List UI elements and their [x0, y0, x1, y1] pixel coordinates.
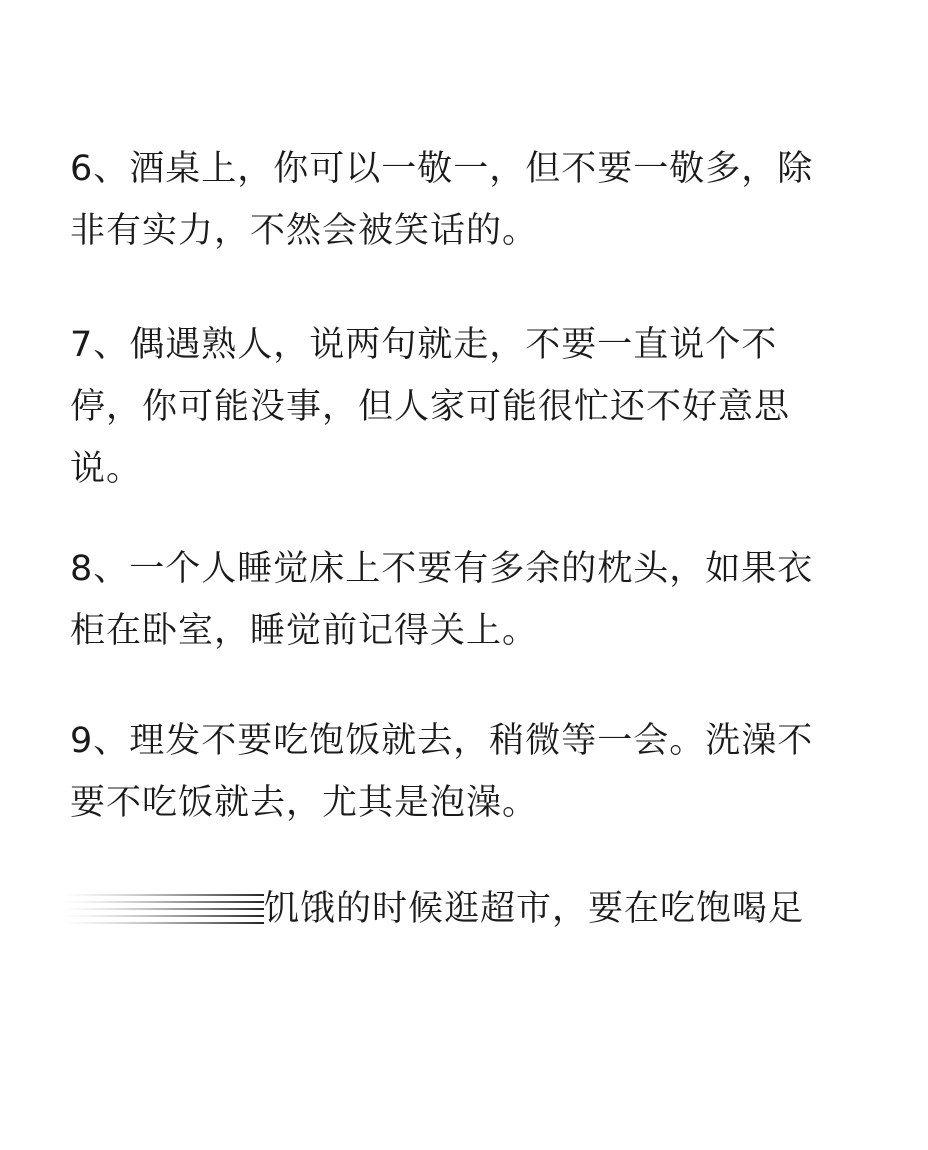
tip-line: 7、偶遇熟人，说两句就走，不要一直说个不 — [70, 325, 778, 365]
tip-line: 6、酒桌上，你可以一敬一，但不要一敬多，除 — [70, 149, 814, 189]
tip-6 — [70, 138, 870, 262]
tip-7 — [70, 314, 870, 500]
tip-line: 8、一个人睡觉床上不要有多余的枕头，如果衣 — [70, 549, 814, 589]
partial-tip-text: 饥饿的时候逛超市，要在吃饱喝足 — [264, 889, 805, 929]
tip-8 — [70, 538, 870, 662]
tip-line: 柜在卧室，睡觉前记得关上。 — [70, 611, 539, 651]
tip-line: 停，你可能没事，但人家可能很忙还不好意思 — [70, 387, 791, 427]
tip-line: 非有实力，不然会被笑话的。 — [70, 211, 539, 251]
tip-line: 9、理发不要吃饱饭就去，稍微等一会。洗澡不 — [70, 721, 814, 761]
tip-10-partial — [0, 878, 928, 940]
tip-9 — [70, 710, 870, 834]
tip-line: 要不吃饭就去，尤其是泡澡。 — [70, 783, 539, 823]
motion-blur-lines — [64, 890, 264, 928]
tip-line: 说。 — [70, 449, 143, 489]
